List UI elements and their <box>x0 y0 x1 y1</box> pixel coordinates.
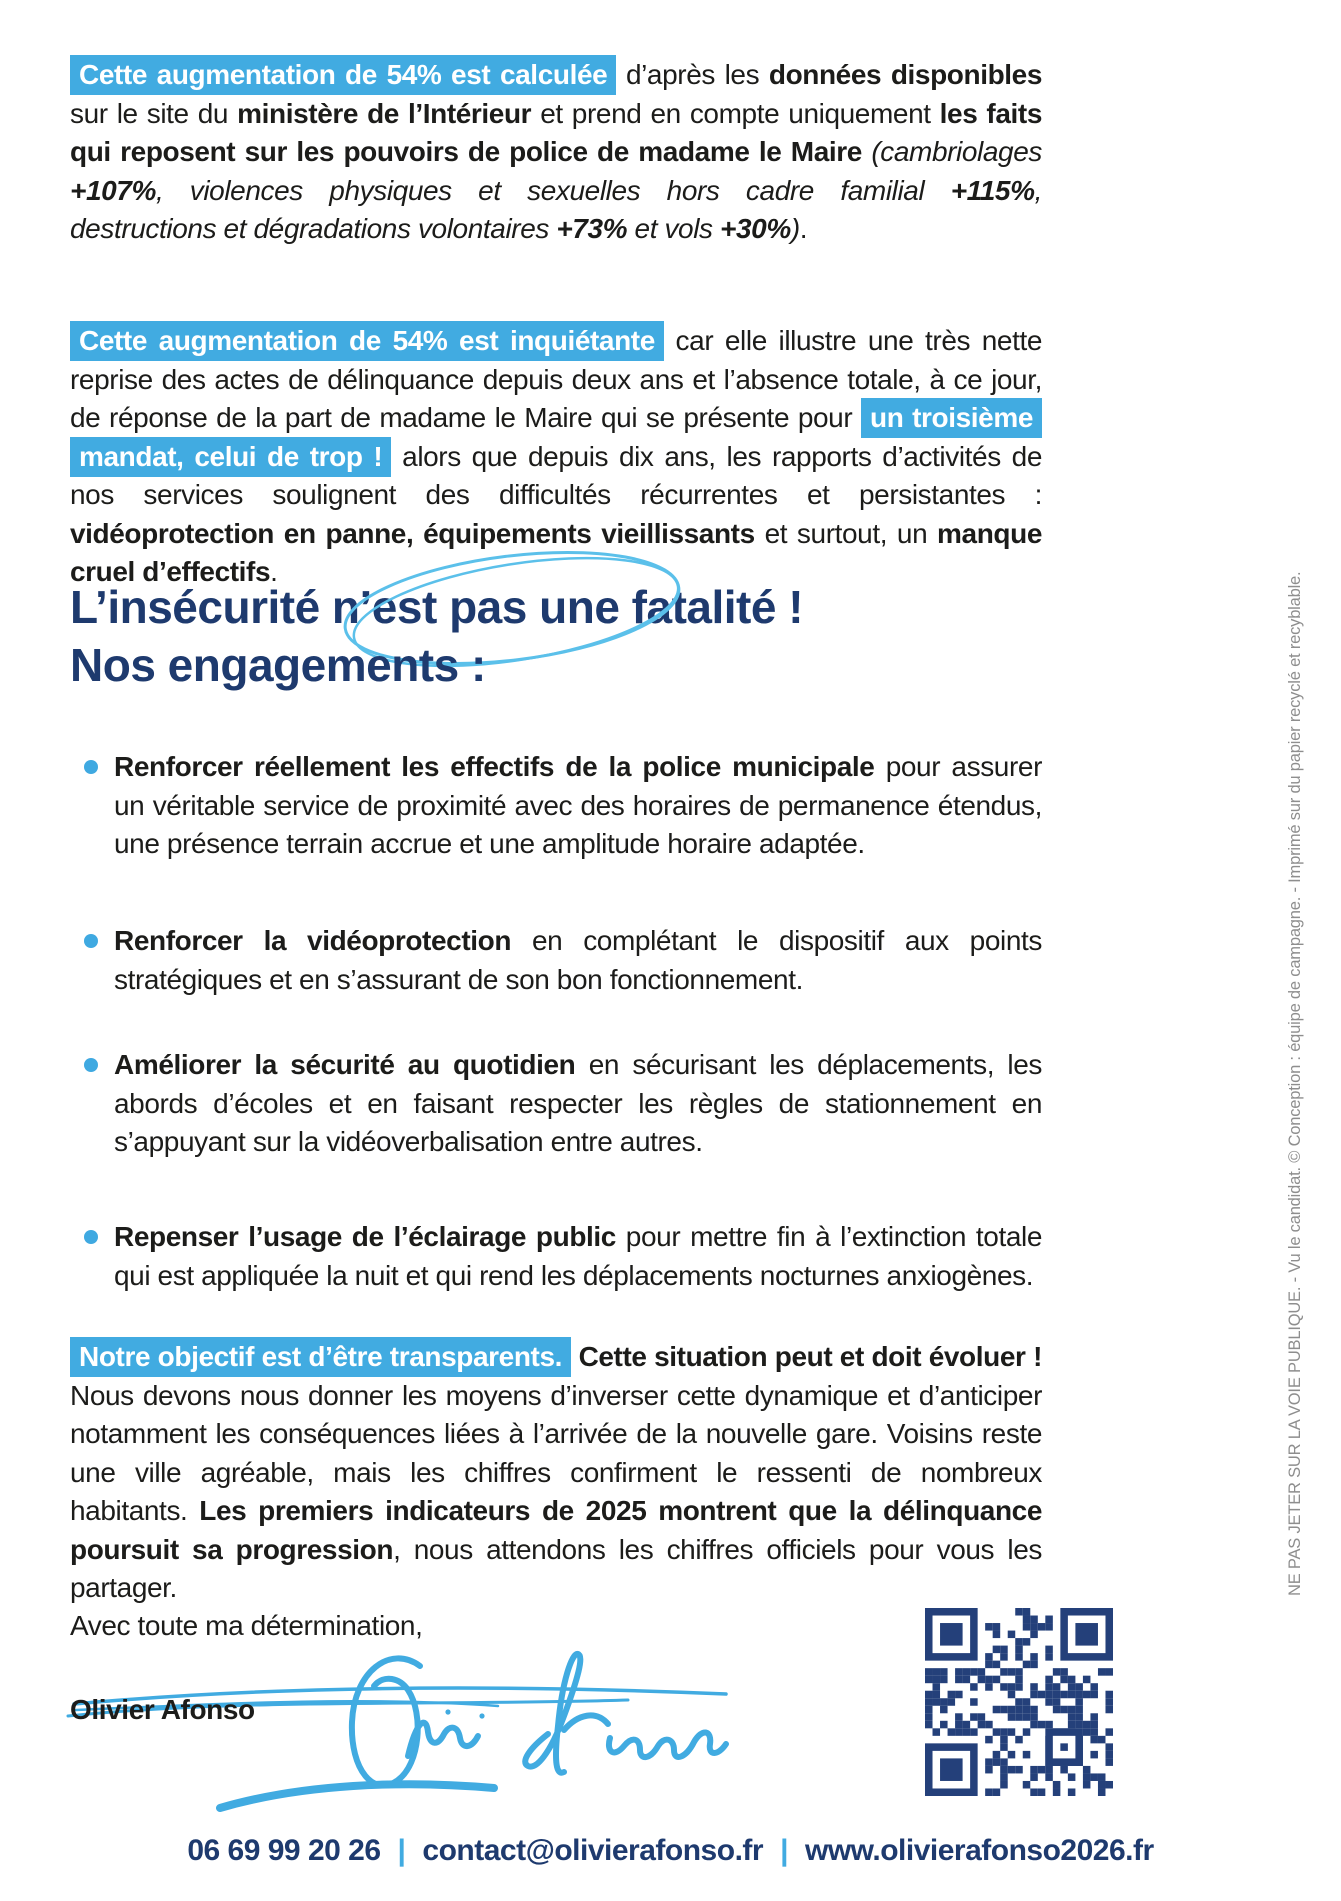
heading-line-1 <box>70 578 1080 636</box>
engagement-item-police-municipale: Renforcer réellement les effectifs de la police municipale pour assurer un véritable service de proximité avec des horaires de permanence étendus, une présence terrain accrue et une amplitude horaire adaptée. <box>70 748 1042 864</box>
footer-phone: 06 69 99 20 26 <box>187 1834 381 1867</box>
footer-contact <box>0 1834 1341 1868</box>
engagement-item-securite-quotidien: Améliorer la sécurité au quotidien en sécurisant les déplacements, les abords d’écoles et en faisant respecter les règles de stationnement en s’appuyant sur la vidéoverbalisation entre autres. <box>70 1046 1042 1162</box>
heading-insecurite <box>70 578 1080 694</box>
footer-email: contact@olivierafonso.fr <box>422 1834 764 1867</box>
side-note-vertical: NE PAS JETER SUR LA VOIE PUBLIQUE. - Vu le candidat. © Conception : équipe de campagne. - Imprimé sur du papier recyclé et recyblable. <box>1286 571 1304 1596</box>
engagement-item-videoprotection: Renforcer la vidéoprotection en complétant le dispositif aux points stratégiques et en s’assurant de son bon fonctionnement. <box>70 922 1042 999</box>
para-augmentation-calculee: Cette augmentation de 54% est calculée d’après les données disponibles sur le site du ministère de l’Intérieur et prend en compte uniquement les faits qui reposent sur les pouvoirs de police de madame le Maire (cambriolages +107%, violences physiques et sexuelles hors cadre familial +115%, destructions et dégradations volontaires +73% et vols +30%). <box>70 56 1042 249</box>
para-augmentation-inquietante: Cette augmentation de 54% est inquiétante car elle illustre une très nette reprise des actes de délinquance depuis deux ans et l’absence totale, à ce jour, de réponse de la part de madame le Maire qui se présente pour un troisième mandat, celui de trop ! alors que depuis dix ans, les rapports d’activités de nos services soulignent des difficultés récurrentes et persistantes : vidéoprotection en panne, équipements vieillissants et surtout, un manque cruel d’effectifs. <box>70 322 1042 592</box>
qr-code <box>925 1608 1113 1796</box>
footer-separator-icon: | <box>780 1834 788 1867</box>
qr-code-image <box>925 1608 1113 1796</box>
determination-line: Avec toute ma détermination, <box>70 1610 423 1641</box>
signature-olivier-afonso <box>212 1638 732 1823</box>
heading-line-1-text: L’insécurité n’est pas une fatalité ! <box>70 581 804 633</box>
footer-website: www.olivierafonso2026.fr <box>804 1834 1154 1867</box>
candidate-name: Olivier Afonso <box>70 1694 255 1725</box>
engagement-item-eclairage-public: Repenser l’usage de l’éclairage public pour mettre fin à l’extinction totale qui est appliquée la nuit et qui rend les déplacements nocturnes anxiogènes. <box>70 1218 1042 1295</box>
footer-separator-icon: | <box>397 1834 406 1867</box>
heading-line-2: Nos engagements : <box>70 639 486 691</box>
para-objectif-transparents: Notre objectif est d’être transparents. Cette situation peut et doit évoluer ! Nous devons nous donner les moyens d’inverser cette dynamique et d’anticiper notamment les conséquences liées à l’arrivée de la nouvelle gare. Voisins reste une ville agréable, mais les chiffres confirment le ressenti de nombreux habitants. Les premiers indicateurs de 2025 montrent que la délinquance poursuit sa progression, nous attendons les chiffres officiels pour vous les partager. <box>70 1338 1042 1608</box>
